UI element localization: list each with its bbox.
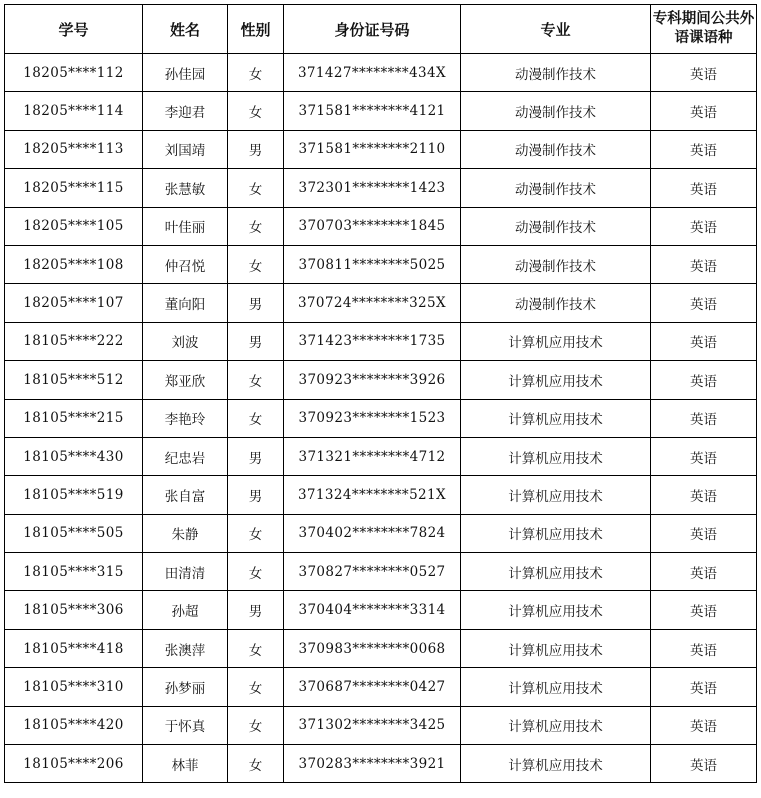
cell-foreign-language: 英语 — [651, 437, 757, 475]
cell-major: 动漫制作技术 — [461, 284, 651, 322]
cell-id-card: 371324********521X — [284, 476, 461, 514]
cell-student-id: 18205****113 — [5, 130, 143, 168]
cell-major: 计算机应用技术 — [461, 322, 651, 360]
table-row — [5, 361, 757, 399]
cell-student-id: 18105****315 — [5, 553, 143, 591]
cell-gender: 女 — [228, 399, 284, 437]
cell-id-card: 370923********3926 — [284, 361, 461, 399]
cell-foreign-language: 英语 — [651, 668, 757, 706]
cell-gender: 男 — [228, 437, 284, 475]
cell-name: 刘国靖 — [143, 130, 228, 168]
cell-major: 动漫制作技术 — [461, 169, 651, 207]
table-row — [5, 245, 757, 283]
cell-name: 朱静 — [143, 514, 228, 552]
cell-foreign-language: 英语 — [651, 245, 757, 283]
cell-foreign-language: 英语 — [651, 745, 757, 783]
cell-foreign-language: 英语 — [651, 514, 757, 552]
cell-foreign-language: 英语 — [651, 591, 757, 629]
student-table — [4, 4, 757, 783]
cell-student-id: 18205****112 — [5, 54, 143, 92]
cell-name: 孙梦丽 — [143, 668, 228, 706]
cell-gender: 女 — [228, 92, 284, 130]
cell-gender: 男 — [228, 591, 284, 629]
cell-student-id: 18105****306 — [5, 591, 143, 629]
cell-id-card: 370402********7824 — [284, 514, 461, 552]
cell-major: 计算机应用技术 — [461, 399, 651, 437]
cell-gender: 女 — [228, 629, 284, 667]
cell-foreign-language: 英语 — [651, 476, 757, 514]
table-row — [5, 591, 757, 629]
cell-foreign-language: 英语 — [651, 54, 757, 92]
cell-gender: 男 — [228, 130, 284, 168]
table-row — [5, 668, 757, 706]
cell-name: 孙超 — [143, 591, 228, 629]
cell-major: 计算机应用技术 — [461, 706, 651, 744]
table-row — [5, 476, 757, 514]
cell-name: 李迎君 — [143, 92, 228, 130]
cell-gender: 女 — [228, 207, 284, 245]
cell-gender: 女 — [228, 668, 284, 706]
cell-student-id: 18105****310 — [5, 668, 143, 706]
cell-major: 计算机应用技术 — [461, 745, 651, 783]
cell-id-card: 370703********1845 — [284, 207, 461, 245]
cell-student-id: 18105****215 — [5, 399, 143, 437]
cell-gender: 男 — [228, 322, 284, 360]
cell-student-id: 18105****430 — [5, 437, 143, 475]
cell-major: 计算机应用技术 — [461, 668, 651, 706]
cell-student-id: 18105****206 — [5, 745, 143, 783]
header-row — [5, 5, 757, 54]
cell-gender: 男 — [228, 476, 284, 514]
table-row — [5, 399, 757, 437]
cell-foreign-language: 英语 — [651, 399, 757, 437]
cell-name: 田清清 — [143, 553, 228, 591]
cell-name: 张自富 — [143, 476, 228, 514]
cell-id-card: 370983********0068 — [284, 629, 461, 667]
table-row — [5, 437, 757, 475]
cell-id-card: 371581********2110 — [284, 130, 461, 168]
table-row — [5, 706, 757, 744]
cell-gender: 女 — [228, 553, 284, 591]
cell-major: 计算机应用技术 — [461, 476, 651, 514]
cell-foreign-language: 英语 — [651, 92, 757, 130]
cell-name: 董向阳 — [143, 284, 228, 322]
cell-major: 计算机应用技术 — [461, 553, 651, 591]
cell-student-id: 18105****418 — [5, 629, 143, 667]
header-name: 姓名 — [143, 5, 228, 54]
cell-name: 于怀真 — [143, 706, 228, 744]
cell-foreign-language: 英语 — [651, 629, 757, 667]
cell-major: 计算机应用技术 — [461, 514, 651, 552]
cell-name: 林菲 — [143, 745, 228, 783]
cell-major: 计算机应用技术 — [461, 629, 651, 667]
cell-name: 李艳玲 — [143, 399, 228, 437]
cell-student-id: 18205****115 — [5, 169, 143, 207]
table-row — [5, 130, 757, 168]
table-row — [5, 92, 757, 130]
cell-name: 叶佳丽 — [143, 207, 228, 245]
cell-name: 张澳萍 — [143, 629, 228, 667]
cell-major: 计算机应用技术 — [461, 591, 651, 629]
cell-foreign-language: 英语 — [651, 169, 757, 207]
cell-student-id: 18205****107 — [5, 284, 143, 322]
cell-foreign-language: 英语 — [651, 130, 757, 168]
table-row — [5, 553, 757, 591]
header-major: 专业 — [461, 5, 651, 54]
cell-gender: 女 — [228, 361, 284, 399]
cell-id-card: 371423********1735 — [284, 322, 461, 360]
header-gender: 性别 — [228, 5, 284, 54]
cell-student-id: 18105****505 — [5, 514, 143, 552]
cell-major: 动漫制作技术 — [461, 130, 651, 168]
cell-gender: 女 — [228, 169, 284, 207]
cell-major: 动漫制作技术 — [461, 207, 651, 245]
cell-name: 仲召悦 — [143, 245, 228, 283]
cell-major: 动漫制作技术 — [461, 54, 651, 92]
cell-major: 动漫制作技术 — [461, 245, 651, 283]
cell-student-id: 18205****108 — [5, 245, 143, 283]
cell-major: 动漫制作技术 — [461, 92, 651, 130]
table-row — [5, 284, 757, 322]
cell-student-id: 18205****114 — [5, 92, 143, 130]
cell-student-id: 18105****519 — [5, 476, 143, 514]
cell-id-card: 370687********0427 — [284, 668, 461, 706]
table-row — [5, 745, 757, 783]
cell-gender: 女 — [228, 54, 284, 92]
table-row — [5, 54, 757, 92]
cell-foreign-language: 英语 — [651, 706, 757, 744]
cell-gender: 女 — [228, 745, 284, 783]
cell-gender: 女 — [228, 245, 284, 283]
cell-id-card: 370724********325X — [284, 284, 461, 322]
header-id-card: 身份证号码 — [284, 5, 461, 54]
cell-gender: 女 — [228, 706, 284, 744]
cell-gender: 男 — [228, 284, 284, 322]
header-student-id: 学号 — [5, 5, 143, 54]
cell-name: 郑亚欣 — [143, 361, 228, 399]
cell-foreign-language: 英语 — [651, 207, 757, 245]
table-row — [5, 514, 757, 552]
cell-major: 计算机应用技术 — [461, 361, 651, 399]
cell-foreign-language: 英语 — [651, 284, 757, 322]
cell-name: 纪忠岩 — [143, 437, 228, 475]
cell-foreign-language: 英语 — [651, 553, 757, 591]
table-row — [5, 629, 757, 667]
cell-id-card: 372301********1423 — [284, 169, 461, 207]
cell-major: 计算机应用技术 — [461, 437, 651, 475]
cell-student-id: 18105****222 — [5, 322, 143, 360]
cell-foreign-language: 英语 — [651, 322, 757, 360]
cell-student-id: 18105****420 — [5, 706, 143, 744]
cell-id-card: 370811********5025 — [284, 245, 461, 283]
cell-id-card: 370404********3314 — [284, 591, 461, 629]
cell-id-card: 371427********434X — [284, 54, 461, 92]
cell-id-card: 370283********3921 — [284, 745, 461, 783]
cell-id-card: 370827********0527 — [284, 553, 461, 591]
cell-student-id: 18105****512 — [5, 361, 143, 399]
cell-id-card: 371302********3425 — [284, 706, 461, 744]
header-foreign-language: 专科期间公共外语课语种 — [651, 5, 757, 54]
cell-id-card: 370923********1523 — [284, 399, 461, 437]
table-row — [5, 207, 757, 245]
table-row — [5, 322, 757, 360]
cell-name: 孙佳园 — [143, 54, 228, 92]
cell-name: 张慧敏 — [143, 169, 228, 207]
cell-name: 刘波 — [143, 322, 228, 360]
cell-id-card: 371321********4712 — [284, 437, 461, 475]
cell-id-card: 371581********4121 — [284, 92, 461, 130]
cell-student-id: 18205****105 — [5, 207, 143, 245]
cell-foreign-language: 英语 — [651, 361, 757, 399]
cell-gender: 女 — [228, 514, 284, 552]
table-row — [5, 169, 757, 207]
